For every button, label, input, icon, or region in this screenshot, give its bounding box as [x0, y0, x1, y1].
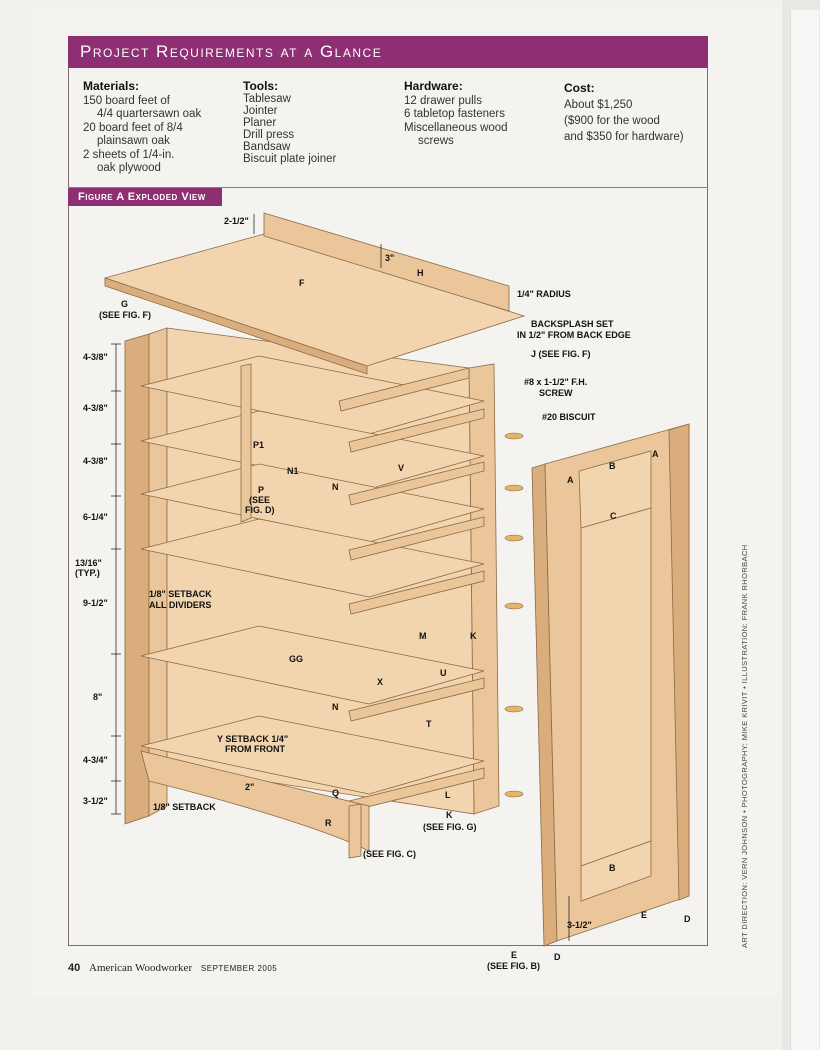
dim-rail-thickness: 13/16": [75, 558, 102, 568]
tools-line: Biscuit plate joiner: [243, 153, 337, 165]
part-label-k: K: [446, 810, 453, 820]
dim-side-foot: 3-1/2": [567, 920, 592, 930]
part-label-m: M: [419, 631, 427, 641]
ref-fig-g: (SEE FIG. G): [423, 822, 477, 832]
part-label-p: P: [258, 485, 265, 495]
biscuits: [505, 433, 523, 797]
backsplash-note: IN 1/2" FROM BACK EDGE: [517, 330, 631, 340]
part-label-c: C: [610, 511, 617, 521]
setback-note: ALL DIVIDERS: [149, 600, 212, 610]
hardware-line: screws: [418, 135, 454, 147]
biscuit-callout: #20 BISCUIT: [542, 412, 596, 422]
materials-line: oak plywood: [97, 162, 161, 174]
radius-callout: 1/4" RADIUS: [517, 289, 571, 299]
dim-backsplash-curve: 3": [385, 253, 395, 263]
part-label-n1: N1: [287, 466, 299, 476]
part-label-k: K: [470, 631, 477, 641]
tools-line: Bandsaw: [243, 141, 291, 153]
tools-line: Tablesaw: [243, 93, 291, 105]
dim-drawer-3: 4-3/8": [83, 456, 108, 466]
part-label-d: D: [684, 914, 691, 924]
dim-apron: 3-1/2": [83, 796, 108, 806]
dim-backsplash-height: 2-1/2": [224, 216, 249, 226]
tools-line: Drill press: [243, 129, 295, 141]
cost-line: and $350 for hardware): [564, 131, 684, 143]
ref-fig-b: (SEE FIG. B): [487, 961, 541, 971]
materials-line: 2 sheets of 1/4-in.: [83, 148, 175, 161]
ref-fig-d: (SEE: [249, 495, 271, 505]
hardware-column: [404, 80, 508, 149]
issue-date: SEPTEMBER 2005: [200, 964, 278, 973]
materials-column: [83, 80, 201, 176]
part-label-f: F: [299, 278, 305, 288]
materials-line: plainsawn oak: [97, 135, 170, 147]
part-label-t: T: [426, 719, 432, 729]
next-page-edge: [790, 10, 819, 1050]
part-label-n: N: [332, 702, 339, 712]
cost-heading: Cost:: [564, 81, 595, 95]
part-label-h: H: [417, 268, 424, 278]
tools-line: Planer: [243, 117, 277, 129]
dim-drawer-6: 8": [93, 692, 103, 702]
dim-drawer-4: 6-1/4": [83, 512, 108, 522]
hardware-heading: Hardware:: [404, 79, 463, 93]
part-label-l: L: [445, 790, 451, 800]
part-label-u: U: [440, 668, 447, 678]
dim-drawer-1: 4-3/8": [83, 352, 108, 362]
dim-drawer-2: 4-3/8": [83, 403, 108, 413]
magazine-name: American Woodworker: [89, 962, 193, 974]
setback-note: 1/8" SETBACK: [153, 802, 216, 812]
ref-fig-d: FIG. D): [245, 505, 275, 515]
section-title: Project Requirements at a Glance: [68, 36, 708, 68]
part-label-b: B: [609, 461, 616, 471]
part-label-e: E: [641, 910, 648, 920]
cost-line: About $1,250: [564, 99, 633, 111]
setback-y-note: Y SETBACK 1/4": [217, 734, 289, 744]
cost-line: ($900 for the wood: [564, 115, 660, 127]
hardware-line: Miscellaneous wood: [404, 121, 508, 134]
screw-callout: SCREW: [539, 388, 573, 398]
hardware-line: 12 drawer pulls: [404, 94, 482, 107]
dim-apron-arch: 2": [245, 782, 255, 792]
part-label-x: X: [377, 677, 384, 687]
materials-heading: Materials:: [83, 79, 140, 93]
materials-line: 4/4 quartersawn oak: [97, 108, 202, 120]
part-label-a: A: [652, 449, 659, 459]
part-label-j: J (SEE FIG. F): [531, 349, 591, 359]
page-number: 40: [68, 962, 81, 974]
screw-callout: #8 x 1-1/2" F.H.: [524, 377, 588, 387]
part-label-v: V: [398, 463, 405, 473]
dim-drawer-5: 9-1/2": [83, 598, 108, 608]
backsplash-note: BACKSPLASH SET: [531, 319, 614, 329]
setback-y-note: FROM FRONT: [225, 744, 285, 754]
page-footer: [68, 962, 277, 974]
cost-column: [564, 80, 684, 145]
materials-line: 150 board feet of: [83, 94, 170, 107]
part-label-e: E: [511, 950, 518, 960]
photo-credits: ART DIRECTION: VERN JOHNSON • PHOTOGRAPHY: MIKE KRIVIT • ILLUSTRATION: FRANK RHORBACH: [740, 544, 749, 948]
cabinet-carcase: [105, 213, 524, 858]
part-label-b: B: [609, 863, 616, 873]
part-label-d: D: [554, 952, 561, 962]
materials-line: 20 board feet of 8/4: [83, 121, 183, 134]
part-label-a: A: [567, 475, 574, 485]
hardware-line: 6 tabletop fasteners: [404, 108, 506, 120]
tools-line: Jointer: [243, 105, 278, 117]
dim-drawer-7: 4-3/4": [83, 755, 108, 765]
tools-column: [243, 80, 336, 165]
part-label-p1: P1: [253, 440, 265, 450]
figure-title: Figure A Exploded View: [68, 188, 222, 206]
part-label-n: N: [332, 482, 339, 492]
ref-fig-f: (SEE FIG. F): [99, 310, 152, 320]
part-label-r: R: [325, 818, 332, 828]
tools-heading: Tools:: [243, 79, 279, 93]
ref-fig-c: (SEE FIG. C): [363, 849, 417, 859]
part-label-gg: GG: [289, 654, 304, 664]
dim-rail-thickness: (TYP.): [75, 568, 100, 578]
part-label-q: Q: [332, 788, 340, 798]
part-label-g: G: [121, 299, 129, 309]
setback-note: 1/8" SETBACK: [149, 589, 212, 599]
